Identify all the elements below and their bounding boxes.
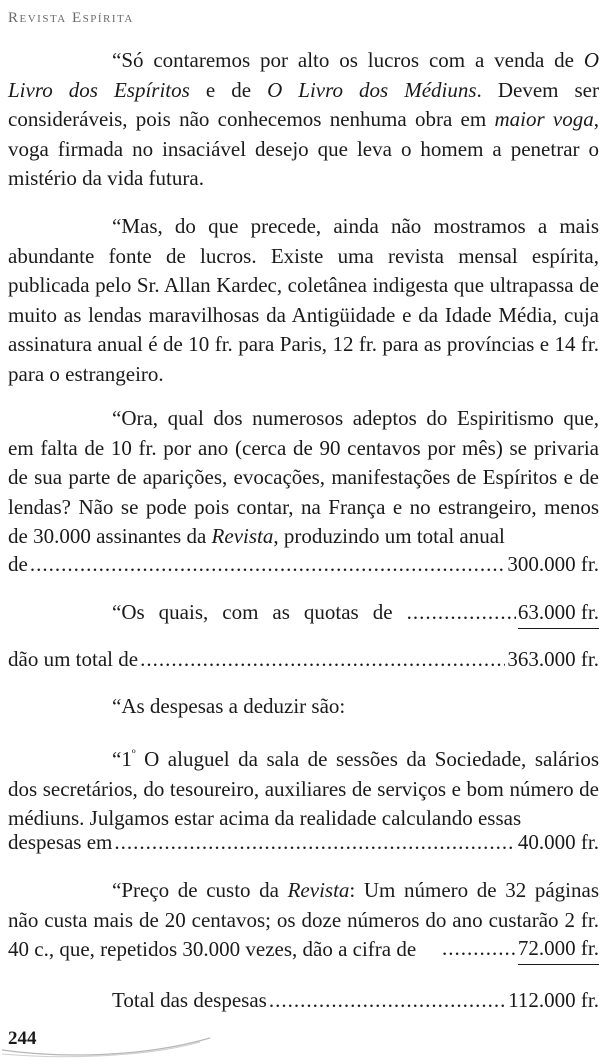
book-title-espiritos: O Livro dos Espíritos — [8, 48, 599, 102]
text-run: , produzindo um total anual — [273, 524, 505, 548]
dot-leader — [114, 828, 516, 858]
leader-line-despesas — [8, 828, 599, 858]
leader-line-total-receitas — [8, 645, 599, 675]
text-run: “Preço de custo da — [112, 878, 288, 902]
text-run: “Ora, qual dos numerosos adeptos do Espiritismo que, em falta de 10 fr. por ano (cerca de 90 centavos por mês) se privaria de sua parte de aparições, evocações, manifestações de Espíritos e de lendas? Não se pode pois contar, na França e no estrangeiro, menos de 30.000 assinantes da — [8, 406, 599, 548]
amount-total-receitas: 363.000 fr. — [507, 647, 599, 671]
word: quotas — [303, 600, 359, 624]
word: as — [272, 600, 290, 624]
paragraph-lucros-livros — [8, 46, 599, 194]
word: quais, — [158, 600, 209, 624]
text-run: “Só contaremos por alto os lucros com a venda de — [112, 48, 584, 72]
leader-label: despesas em — [8, 830, 113, 854]
revista-title: Revista — [211, 524, 274, 548]
revista-title: Revista — [287, 878, 350, 902]
running-header: Revista Espírita — [8, 10, 134, 26]
dot-leader — [140, 645, 505, 675]
amount-preco-custo: 72.000 fr. — [518, 934, 599, 965]
leader-line-total-anual — [8, 550, 599, 580]
text-run: . Devem ser consideráveis, pois não conhecemos nenhuma obra em — [8, 77, 599, 131]
paragraph-revista-mensal: “Mas, do que precede, ainda não mostramos a mais abundante fonte de lucros. Existe uma revista mensal espírita, publicada pelo Sr. Allan Kardec, coletânea indigesta que ultrapassa de muito as lendas maravilhosas da Antigüidade e da Idade Média, cuja assinatura anual é de 10 fr. para Paris, 12 fr. para as províncias e 14 fr. para o estrangeiro. — [8, 214, 599, 386]
amount-aluguel: 40.000 fr. — [517, 830, 599, 854]
dot-leader — [30, 550, 506, 580]
paragraph-despesas-intro: “As despesas a deduzir são: — [112, 694, 346, 718]
text-run: O aluguel da sala de sessões da Sociedade, salários dos secretários, do tesoureiro, auxiliares de serviços e bom número de médiuns. Julgamos estar acima da realidade calculando essas — [8, 747, 599, 830]
text-run: : Um número de 32 páginas não custa mais de 20 centavos; os doze números do ano custarão 2 fr. 40 c., que, repetidos 30.000 vezes, dão a cifra de — [8, 878, 599, 961]
dot-leader — [269, 986, 506, 1016]
leader-label: de — [8, 552, 28, 576]
leader-label: Total das despesas — [112, 988, 267, 1012]
paragraph-aluguel — [8, 740, 599, 834]
leader-line-total-despesas — [8, 986, 599, 1016]
leader-label: dão um total de — [8, 647, 139, 671]
word: de — [372, 600, 393, 624]
dot-leader — [442, 934, 516, 964]
word: “Os — [112, 600, 145, 624]
page-number: 244 — [8, 1028, 37, 1049]
leader-line-quotas — [8, 598, 599, 629]
text-run: e de — [189, 77, 268, 102]
amount-assinaturas: 300.000 fr. — [507, 552, 599, 576]
leader-line-preco-custo — [440, 934, 599, 965]
text-run: “1 — [112, 747, 132, 771]
word: com — [222, 600, 259, 624]
italic-phrase: maior voga — [494, 107, 594, 131]
book-title-mediuns: O Livro dos Médiuns — [267, 77, 477, 102]
text-run: , voga firmada no insaciável desejo que leva o homem a penetrar o mistério da vida futura. — [8, 107, 599, 190]
ordinal-mark: º — [131, 747, 136, 761]
dot-leader — [407, 598, 516, 628]
amount-total-despesas: 112.000 fr. — [508, 988, 599, 1012]
paragraph-assinantes — [8, 404, 599, 552]
amount-quotas: 63.000 fr. — [518, 598, 599, 629]
